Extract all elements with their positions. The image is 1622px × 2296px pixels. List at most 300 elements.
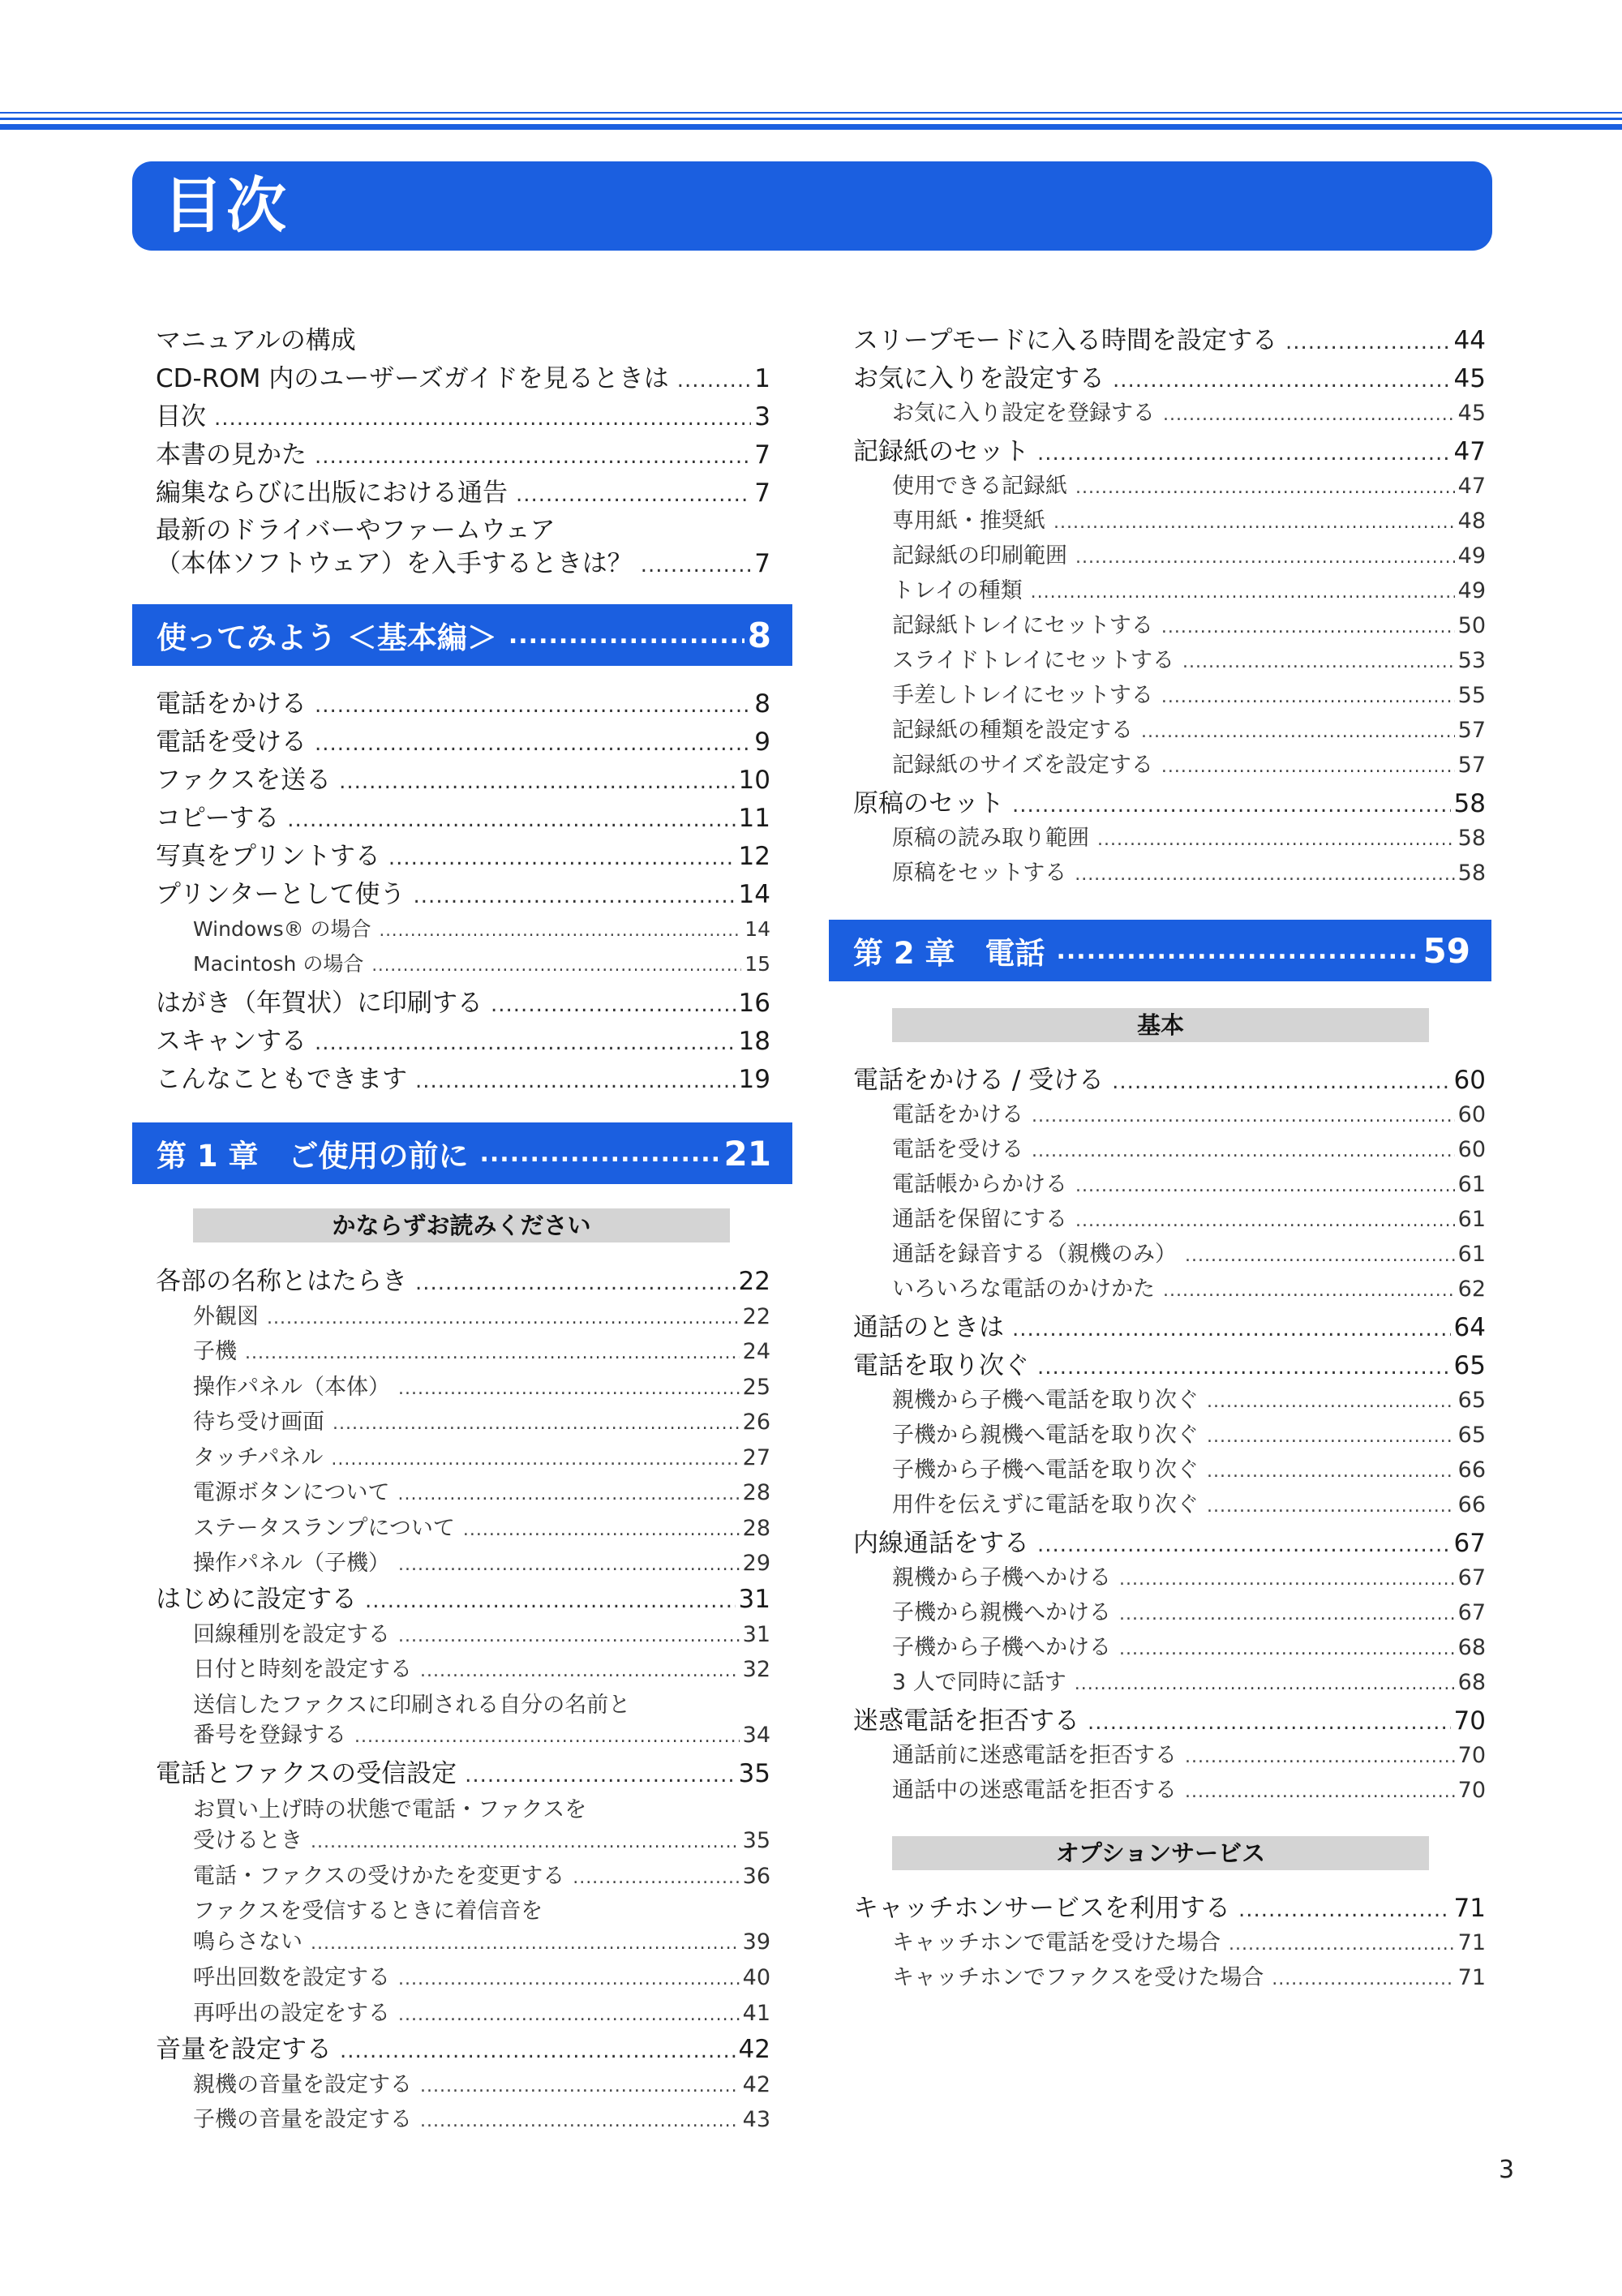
toc-page: 55: [1457, 683, 1486, 708]
toc-subentry[interactable]: [193, 1822, 770, 1854]
toc-page: 31: [742, 1622, 770, 1647]
toc-page: 70: [1457, 1778, 1486, 1803]
leader-dots: [333, 1414, 740, 1434]
page-title: 目次: [163, 171, 290, 241]
leader-dots: [420, 2076, 740, 2096]
toc-entry[interactable]: [156, 434, 770, 470]
chapter-title: 第 2 章 電話: [853, 936, 1045, 971]
toc-page: 43: [742, 2107, 770, 2132]
toc-label: 迷惑電話を拒否する: [853, 1706, 1079, 1736]
toc-label: 電話をかける: [156, 689, 307, 719]
toc-page: 11: [738, 804, 770, 833]
leader-dots: [1032, 1106, 1455, 1127]
toc-subentry[interactable]: [892, 677, 1486, 709]
toc-page: 47: [1453, 437, 1486, 466]
toc-label: 待ち受け画面: [193, 1410, 324, 1435]
toc-label: キャッチホンサービスを利用する: [853, 1894, 1230, 1923]
toc-label: はがき（年賀状）に印刷する: [156, 989, 483, 1018]
leader-dots: [1185, 1747, 1455, 1767]
toc-subentry[interactable]: [193, 1369, 770, 1401]
toc-page: 25: [742, 1375, 770, 1400]
toc-page: 35: [742, 1828, 770, 1853]
leader-dots: [463, 1520, 740, 1540]
toc-subentry[interactable]: [892, 395, 1486, 427]
toc-label: 番号を登録する: [193, 1723, 346, 1748]
toc-entry[interactable]: [156, 358, 770, 394]
toc-label: 電話をかける / 受ける: [853, 1066, 1105, 1095]
toc-subentry[interactable]: [892, 1271, 1486, 1302]
toc-label: 通話を録音する（親機のみ）: [892, 1242, 1177, 1267]
toc-label: 目次: [156, 402, 206, 431]
toc-subentry[interactable]: [193, 1717, 770, 1749]
leader-dots: [214, 406, 751, 431]
toc-page: 44: [1453, 326, 1486, 355]
toc-page: 14: [744, 917, 770, 941]
toc-subentry[interactable]: [193, 1995, 770, 2027]
toc-subentry[interactable]: [193, 2066, 770, 2098]
toc-page: 65: [1457, 1423, 1486, 1448]
toc-subentry[interactable]: [892, 1772, 1486, 1804]
toc-page: 58: [1457, 826, 1486, 851]
toc-page: 60: [1457, 1102, 1486, 1127]
toc-subentry[interactable]: [892, 1560, 1486, 1591]
toc-label: 編集ならびに出版における通告: [156, 479, 508, 508]
toc-page: 29: [742, 1551, 770, 1576]
leader-dots: [1075, 547, 1455, 568]
toc-label: キャッチホンでファクスを受けた場合: [892, 1965, 1264, 1990]
leader-dots: [245, 1343, 740, 1363]
toc-page: 8: [754, 689, 770, 719]
leader-dots: [491, 993, 736, 1017]
leader-dots: [1057, 937, 1420, 965]
toc-label: コピーする: [156, 804, 280, 833]
leader-dots: [397, 1484, 739, 1504]
toc-page: 71: [1457, 1930, 1486, 1955]
toc-label: 通話前に迷惑電話を拒否する: [892, 1743, 1177, 1768]
toc-page: 47: [1457, 474, 1486, 499]
toc-page: 57: [1457, 753, 1486, 778]
leader-dots: [1037, 1533, 1451, 1557]
toc-entry[interactable]: [853, 783, 1486, 819]
leader-dots: [1012, 793, 1451, 818]
toc-label: タッチパネル: [193, 1445, 324, 1470]
leader-dots: [315, 1031, 736, 1055]
toc-subentry[interactable]: [193, 1333, 770, 1365]
toc-subentry[interactable]: [892, 468, 1486, 500]
toc-entry[interactable]: [853, 1522, 1486, 1559]
leader-dots: [508, 621, 744, 650]
leader-dots: [1088, 1710, 1451, 1735]
leader-dots: [1119, 1604, 1455, 1624]
toc-label: キャッチホンで電話を受けた場合: [892, 1930, 1221, 1955]
toc-page: 28: [742, 1516, 770, 1541]
toc-label: 子機の音量を設定する: [193, 2107, 412, 2132]
toc-page: 61: [1457, 1207, 1486, 1232]
toc-page: 31: [738, 1585, 770, 1614]
toc-page: 45: [1453, 364, 1486, 393]
leader-dots: [1075, 1674, 1455, 1694]
toc-label: Macintosh の場合: [193, 952, 364, 976]
leader-dots: [1141, 722, 1455, 742]
leader-dots: [1031, 582, 1455, 603]
toc-subentry[interactable]: [193, 913, 770, 942]
toc-label: 鳴らさない: [193, 1929, 303, 1955]
header-rule: [0, 112, 1622, 114]
leader-dots: [1163, 1281, 1455, 1301]
chapter-title: 第 1 章 ご使用の前に: [157, 1139, 469, 1174]
leader-dots: [420, 2111, 740, 2131]
leader-dots: [1097, 830, 1455, 850]
toc-label: 通話中の迷惑電話を拒否する: [892, 1778, 1177, 1803]
chapter-page: 59: [1422, 930, 1470, 971]
toc-page: 16: [738, 989, 770, 1018]
toc-subentry[interactable]: [892, 1594, 1486, 1626]
basic-band: 基本: [892, 1008, 1429, 1042]
leader-dots: [1075, 1176, 1455, 1196]
toc-page: 14: [738, 880, 770, 909]
leader-dots: [1207, 1496, 1455, 1517]
toc-subentry[interactable]: [892, 1097, 1486, 1128]
toc-page: 10: [738, 766, 770, 795]
leader-dots: [1185, 1782, 1455, 1802]
toc-page: 19: [738, 1065, 770, 1094]
toc-entry[interactable]: [853, 1887, 1486, 1924]
toc-label: 記録紙のサイズを設定する: [892, 753, 1153, 778]
chapter-heading-2[interactable]: [829, 920, 1491, 981]
leader-dots: [311, 1933, 740, 1954]
toc-page: 7: [754, 479, 770, 508]
toc-label: 記録紙トレイにセットする: [892, 613, 1153, 638]
leader-dots: [1075, 478, 1455, 498]
toc-entry[interactable]: [156, 1260, 770, 1297]
toc-label: 電源ボタンについて: [193, 1480, 390, 1505]
toc-entry[interactable]: [156, 759, 770, 796]
toc-subentry[interactable]: [892, 712, 1486, 744]
toc-page: 34: [742, 1723, 770, 1748]
toc-label: 記録紙の印刷範囲: [892, 543, 1067, 569]
toc-label: 通話を保留にする: [892, 1207, 1067, 1232]
toc-subentry[interactable]: [193, 2101, 770, 2133]
toc-entry[interactable]: [156, 396, 770, 432]
toc-label: 内線通話をする: [853, 1529, 1029, 1558]
toc-label: 親機から子機へ電話を取り次ぐ: [892, 1388, 1199, 1413]
leader-dots: [398, 1555, 740, 1575]
toc-label: 電話を受ける: [892, 1137, 1023, 1162]
toc-subentry[interactable]: [892, 1131, 1486, 1163]
toc-label: 子機: [193, 1339, 237, 1364]
toc-subentry[interactable]: [892, 1201, 1486, 1233]
leader-dots: [331, 1449, 739, 1470]
toc-page: 41: [742, 2001, 770, 2026]
header-rule: [0, 124, 1622, 130]
toc-subentry[interactable]: [193, 1510, 770, 1542]
toc-label: 写真をプリントする: [156, 842, 380, 871]
leader-dots: [1161, 757, 1455, 777]
toc-subentry[interactable]: [892, 1417, 1486, 1448]
leader-dots: [573, 1868, 739, 1888]
toc-label: スライドトレイにセットする: [892, 648, 1175, 673]
toc-entry[interactable]: [853, 431, 1486, 467]
toc-entry[interactable]: [853, 1700, 1486, 1736]
toc-label: 電話とファクスの受信設定: [156, 1759, 457, 1788]
toc-page: 61: [1457, 1242, 1486, 1267]
toc-label: 専用紙・推奨紙: [892, 509, 1045, 534]
leader-dots: [354, 1727, 740, 1747]
toc-entry[interactable]: [156, 982, 770, 1019]
page-number: 3: [1499, 2156, 1515, 2184]
toc-entry[interactable]: [853, 1345, 1486, 1381]
toc-label: 原稿をセットする: [892, 860, 1067, 886]
toc-label: 子機から親機へ電話を取り次ぐ: [892, 1423, 1199, 1448]
toc-entry[interactable]: マニュアルの構成: [156, 326, 356, 355]
toc-subentry[interactable]: [193, 1404, 770, 1436]
leader-dots: [516, 483, 751, 507]
toc-subentry[interactable]: [193, 1959, 770, 1991]
toc-entry[interactable]: [853, 320, 1486, 356]
toc-label: トレイの種類: [892, 578, 1023, 603]
toc-page: 67: [1457, 1565, 1486, 1590]
toc-subentry[interactable]: [892, 1629, 1486, 1661]
toc-page: 26: [742, 1410, 770, 1435]
leader-dots: [380, 921, 742, 940]
toc-entry[interactable]: [156, 797, 770, 834]
toc-entry[interactable]: 最新のドライバーやファームウェア: [156, 516, 556, 545]
toc-subentry[interactable]: [193, 1616, 770, 1648]
toc-entry[interactable]: [156, 1058, 770, 1095]
toc-subentry[interactable]: [892, 1925, 1486, 1956]
toc-label: 操作パネル（子機）: [193, 1551, 390, 1576]
toc-subentry[interactable]: [892, 855, 1486, 886]
toc-label: 原稿の読み取り範囲: [892, 826, 1089, 851]
toc-page: 70: [1453, 1706, 1486, 1736]
toc-label: 回線種別を設定する: [193, 1622, 390, 1647]
toc-label: 3 人で同時に話す: [892, 1670, 1066, 1695]
toc-subentry[interactable]: [892, 1166, 1486, 1198]
leader-dots: [398, 2005, 740, 2025]
toc-label: （本体ソフトウェア）を入手するときは？: [156, 549, 633, 578]
toc-page: 1: [754, 364, 770, 393]
leader-dots: [1207, 1461, 1455, 1482]
toc-label: 電話帳からかける: [892, 1172, 1067, 1197]
option-band: オプションサービス: [892, 1836, 1429, 1870]
toc-label: 原稿のセット: [853, 789, 1004, 818]
chapter-page: 21: [723, 1133, 771, 1174]
toc-page: 58: [1457, 860, 1486, 886]
toc-label: Windows® の場合: [193, 917, 371, 941]
toc-entry[interactable]: [156, 721, 770, 757]
toc-label: 電話を受ける: [156, 727, 307, 757]
leader-dots: [414, 884, 736, 908]
leader-dots: [340, 2039, 736, 2063]
toc-subentry[interactable]: [892, 1959, 1486, 1991]
toc-subentry[interactable]: [892, 820, 1486, 852]
toc-subentry[interactable]: [193, 1474, 770, 1506]
toc-label: 子機から子機へかける: [892, 1635, 1111, 1660]
toc-subentry[interactable]: ファクスを受信するときに着信音を: [193, 1899, 543, 1924]
toc-page: 70: [1457, 1743, 1486, 1768]
toc-label: はじめに設定する: [156, 1585, 357, 1614]
leader-dots: [1285, 330, 1451, 354]
toc-page: 65: [1457, 1388, 1486, 1413]
toc-page: 68: [1457, 1670, 1486, 1695]
toc-subentry[interactable]: [892, 573, 1486, 604]
toc-page: 66: [1457, 1492, 1486, 1517]
toc-subentry[interactable]: [193, 1545, 770, 1577]
toc-label: ファクスを送る: [156, 766, 332, 795]
section-title: 使ってみよう ＜基本編＞: [157, 620, 497, 655]
toc-label: スリープモードに入る時間を設定する: [853, 326, 1277, 355]
toc-page: 49: [1457, 578, 1486, 603]
toc-page: 67: [1453, 1529, 1486, 1558]
toc-subentry[interactable]: [892, 607, 1486, 639]
leader-dots: [1119, 1639, 1455, 1659]
toc-label: 通話のときは: [853, 1313, 1004, 1342]
toc-page: 36: [742, 1864, 770, 1889]
leader-dots: [1037, 1355, 1451, 1380]
toc-page: 27: [742, 1445, 770, 1470]
chapter-heading-1[interactable]: [132, 1122, 792, 1184]
toc-page: 48: [1457, 509, 1486, 534]
title-banner: [132, 161, 1492, 251]
toc-entry[interactable]: [156, 873, 770, 910]
toc-page: 71: [1453, 1894, 1486, 1923]
toc-label: 手差しトレイにセットする: [892, 683, 1153, 708]
toc-entry[interactable]: [853, 358, 1486, 394]
toc-subentry[interactable]: [892, 1452, 1486, 1483]
leader-dots: [1185, 1246, 1455, 1266]
toc-page: 7: [754, 549, 770, 578]
leader-dots: [398, 1626, 740, 1646]
toc-label: 親機の音量を設定する: [193, 2072, 412, 2097]
toc-page: 62: [1457, 1277, 1486, 1302]
leader-dots: [1163, 405, 1455, 425]
toc-subentry[interactable]: [193, 948, 770, 977]
toc-page: 3: [754, 402, 770, 431]
leader-dots: [1037, 441, 1451, 466]
leader-dots: [480, 1139, 721, 1168]
toc-entry[interactable]: [156, 1753, 770, 1789]
leader-dots: [1112, 1070, 1450, 1094]
leader-dots: [287, 808, 735, 832]
section-heading-basic[interactable]: [132, 604, 792, 666]
leader-dots: [1032, 1141, 1455, 1161]
toc-subentry[interactable]: [892, 1236, 1486, 1268]
leader-dots: [677, 368, 752, 393]
leader-dots: [1272, 1969, 1454, 1989]
toc-page: 40: [742, 1965, 770, 1990]
toc-label: 記録紙の種類を設定する: [892, 718, 1133, 743]
toc-subentry[interactable]: [193, 1298, 770, 1330]
leader-dots: [388, 846, 736, 870]
toc-subentry[interactable]: [892, 1382, 1486, 1414]
toc-entry[interactable]: [156, 1578, 770, 1615]
toc-subentry[interactable]: [892, 747, 1486, 779]
toc-label: スキャンする: [156, 1027, 307, 1056]
toc-entry[interactable]: [156, 472, 770, 509]
header-rule: [0, 118, 1622, 120]
toc-page: 61: [1457, 1172, 1486, 1197]
toc-page: 28: [742, 1480, 770, 1505]
toc-label: プリンターとして使う: [156, 880, 406, 909]
leader-dots: [641, 553, 752, 577]
leader-dots: [315, 732, 751, 756]
toc-subentry[interactable]: 送信したファクスに印刷される自分の名前と: [193, 1693, 631, 1718]
toc-subentry[interactable]: [193, 1651, 770, 1683]
toc-subentry[interactable]: [193, 1924, 770, 1955]
toc-label: 音量を設定する: [156, 2035, 332, 2064]
leader-dots: [1161, 687, 1455, 707]
toc-label: 再呼出の設定をする: [193, 2001, 390, 2026]
toc-page: 35: [738, 1759, 770, 1788]
toc-subentry[interactable]: [193, 1858, 770, 1890]
toc-subentry[interactable]: [193, 1440, 770, 1471]
leader-dots: [398, 1379, 740, 1399]
toc-subentry[interactable]: [892, 1664, 1486, 1696]
toc-page: 7: [754, 440, 770, 470]
leader-dots: [315, 693, 751, 718]
leader-dots: [371, 955, 741, 975]
toc-page: 67: [1457, 1600, 1486, 1625]
toc-page: 64: [1453, 1313, 1486, 1342]
toc-label: 操作パネル（本体）: [193, 1375, 390, 1400]
leader-dots: [1075, 865, 1454, 885]
leader-dots: [1182, 652, 1455, 672]
toc-page: 49: [1457, 543, 1486, 569]
leader-dots: [365, 1589, 736, 1613]
leader-dots: [1053, 513, 1455, 533]
toc-entry[interactable]: [156, 1020, 770, 1057]
leader-dots: [398, 1969, 740, 1989]
toc-subentry[interactable]: [892, 503, 1486, 534]
toc-subentry[interactable]: [892, 1487, 1486, 1518]
leader-dots: [1207, 1392, 1455, 1412]
toc-entry[interactable]: [156, 543, 770, 579]
toc-subentry[interactable]: [892, 538, 1486, 569]
toc-entry[interactable]: [853, 1307, 1486, 1343]
leader-dots: [1207, 1427, 1455, 1447]
toc-page: 60: [1453, 1066, 1486, 1095]
toc-page: 12: [738, 842, 770, 871]
toc-label: 電話をかける: [892, 1102, 1023, 1127]
toc-subentry[interactable]: [892, 1737, 1486, 1769]
toc-entry[interactable]: [853, 1059, 1486, 1096]
toc-entry[interactable]: [156, 835, 770, 872]
toc-page: 9: [754, 727, 770, 757]
toc-page: 24: [742, 1339, 770, 1364]
toc-label: 記録紙のセット: [853, 437, 1029, 466]
toc-page: 22: [738, 1267, 770, 1296]
toc-entry[interactable]: [156, 683, 770, 719]
leader-dots: [315, 444, 751, 469]
toc-label: 親機から子機へかける: [892, 1565, 1111, 1590]
toc-subentry[interactable]: [892, 642, 1486, 674]
toc-label: 子機から親機へかける: [892, 1600, 1111, 1625]
leader-dots: [1229, 1934, 1455, 1955]
toc-page: 60: [1457, 1137, 1486, 1162]
toc-label: 子機から子機へ電話を取り次ぐ: [892, 1457, 1199, 1483]
toc-label: 本書の見かた: [156, 440, 307, 470]
toc-label: 用件を伝えずに電話を取り次ぐ: [892, 1492, 1199, 1517]
leader-dots: [415, 1069, 736, 1093]
toc-entry[interactable]: [156, 2028, 770, 2065]
toc-subentry[interactable]: お買い上げ時の状態で電話・ファクスを: [193, 1797, 587, 1822]
toc-label: 受けるとき: [193, 1828, 303, 1853]
toc-page: 22: [742, 1304, 770, 1329]
leader-dots: [1012, 1317, 1451, 1341]
leader-dots: [1161, 617, 1455, 637]
notice-band: かならずお読みください: [193, 1208, 730, 1242]
toc-label: 日付と時刻を設定する: [193, 1657, 412, 1682]
